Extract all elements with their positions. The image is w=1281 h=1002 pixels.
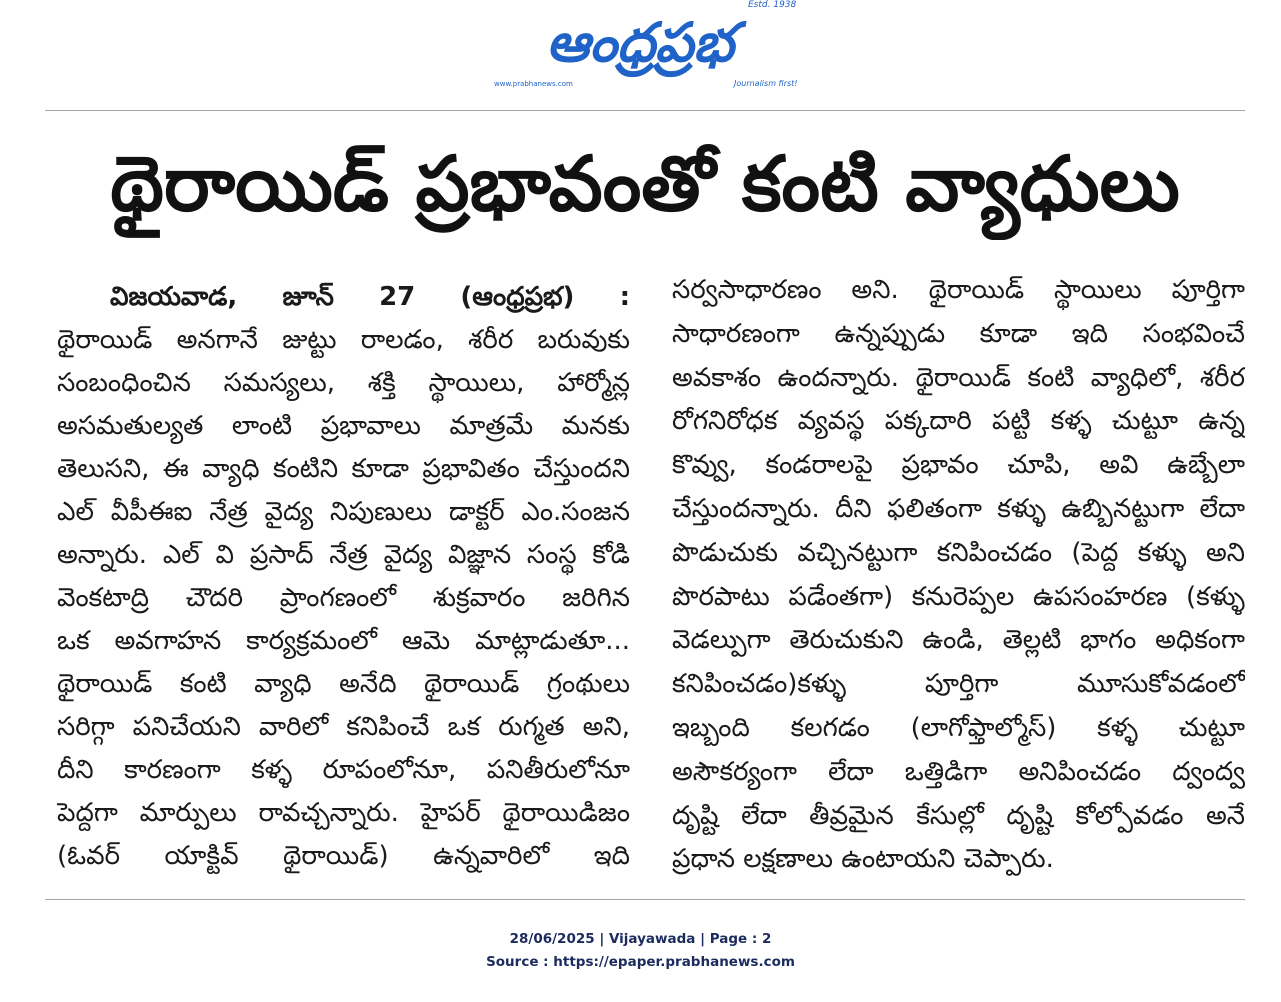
column-line: సంబంధించిన సమస్యలు, శక్తి స్థాయిలు, హార్మోన్ల: [57, 368, 630, 398]
column-line: అసౌకర్యంగా లేదా ఒత్తిడిగా అనిపించడం ద్వంద్వ: [672, 756, 1245, 787]
column-line: అసమతుల్యత లాంటి ప్రభావాలు మాత్రమే మనకు: [57, 411, 630, 441]
column-line: అవకాశం ఉందన్నారు. థైరాయిడ్ కంటి వ్యాధిలో, శరీర: [672, 362, 1245, 393]
dateline: విజయవాడ, జూన్ 27 (ఆంధ్రప్రభ) :: [110, 282, 630, 312]
right-column: [672, 269, 1245, 882]
source-line: Source : https://epaper.prabhanews.com: [486, 954, 795, 970]
column-line: రోగనిరోధక వ్యవస్థ పక్కదారి పట్టి కళ్ళ చుట్టూ ఉన్న: [672, 406, 1245, 437]
logo: ఆంధ్రప్రభ: [546, 10, 734, 74]
column-line: కనిపించడం)కళ్ళు పూర్తిగా మూసుకోవడంలో: [672, 669, 1245, 700]
tagline: Journalism first!: [734, 79, 798, 88]
column-line: పెద్దగా మార్పులు రావచ్చన్నారు. హైపర్ థైరాయిడిజం: [57, 798, 630, 828]
column-line: (ఓవర్ యాక్టివ్ థైరాయిడ్) ఉన్నవారిలో ఇది: [57, 841, 630, 871]
column-line: వెంకటాద్రి చౌదరి ప్రాంగణంలో శుక్రవారం జరిగిన: [57, 583, 630, 613]
column-line: పొరపాటు పడేంతగా) కనురెప్పల ఉపసంహరణ (కళ్ళు: [672, 581, 1245, 612]
column-line: సాధారణంగా ఉన్నప్పుడు కూడా ఇది సంభవించే: [672, 318, 1245, 349]
top-divider: [45, 110, 1245, 111]
column-line: ఎల్ వీపీఈఐ నేత్ర వైద్య నిపుణులు డాక్టర్ ఎం.సంజన: [57, 497, 630, 527]
left-column: [57, 276, 630, 878]
column-line: దీని కారణంగా కళ్ళ రూపంలోనూ, పనితీరులోనూ: [57, 755, 630, 785]
column-line: థైరాయిడ్ అనగానే జుట్టు రాలడం, శరీర బరువుకు: [57, 325, 630, 355]
column-line: సరిగ్గా పనిచేయని వారిలో కనిపించే ఒక రుగ్మత అని,: [57, 712, 630, 742]
column-line: థైరాయిడ్ కంటి వ్యాధి అనేది థైరాయిడ్ గ్రంథులు: [57, 669, 630, 699]
established-label: Estd. 1938: [748, 0, 797, 10]
column-line: దృష్టి లేదా తీవ్రమైన కేసుల్లో దృష్టి కోల్పోవడం అనే: [672, 800, 1245, 831]
column-line: ఒక అవగాహన కార్యక్రమంలో ఆమె మాట్లాడుతూ...: [57, 626, 630, 656]
column-line: సర్వసాధారణం అని. థైరాయిడ్ స్థాయిలు పూర్తిగా: [672, 275, 1245, 305]
column-line: తెలుసని, ఈ వ్యాధి కంటిని కూడా ప్రభావితం చేస్తుందని: [57, 454, 630, 484]
column-line: వెడల్పుగా తెరుచుకుని ఉండి, తెల్లటి భాగం అధికంగా: [672, 625, 1245, 656]
headline: థైరాయిడ్ ప్రభావంతో కంటి వ్యాధులు: [110, 139, 1180, 228]
website-label: www.prabhanews.com: [494, 80, 573, 88]
column-line: చేస్తుందన్నారు. దీని ఫలితంగా కళ్ళు ఉబ్బినట్టుగా లేదా: [672, 493, 1245, 524]
masthead: [0, 0, 1281, 100]
edition-info: 28/06/2025 | Vijayawada | Page : 2: [509, 931, 772, 947]
column-line: పొడుచుకు వచ్చినట్టుగా కనిపించడం (పెద్ద కళ్ళు అని: [672, 537, 1245, 568]
bottom-divider: [45, 899, 1245, 900]
column-line: కొవ్వు, కండరాలపై ప్రభావం చూపి, అవి ఉబ్బేలా: [672, 450, 1245, 481]
column-line: అన్నారు. ఎల్ వి ప్రసాద్ నేత్ర వైద్య విజ్ఞాన సంస్థ కోడి: [57, 540, 630, 570]
column-line: ఇబ్బంది కలగడం (లాగోఫ్తాల్మోస్) కళ్ళ చుట్టూ: [672, 712, 1245, 743]
column-line: ప్రధాన లక్షణాలు ఉంటాయని చెప్పారు.: [672, 844, 1054, 875]
